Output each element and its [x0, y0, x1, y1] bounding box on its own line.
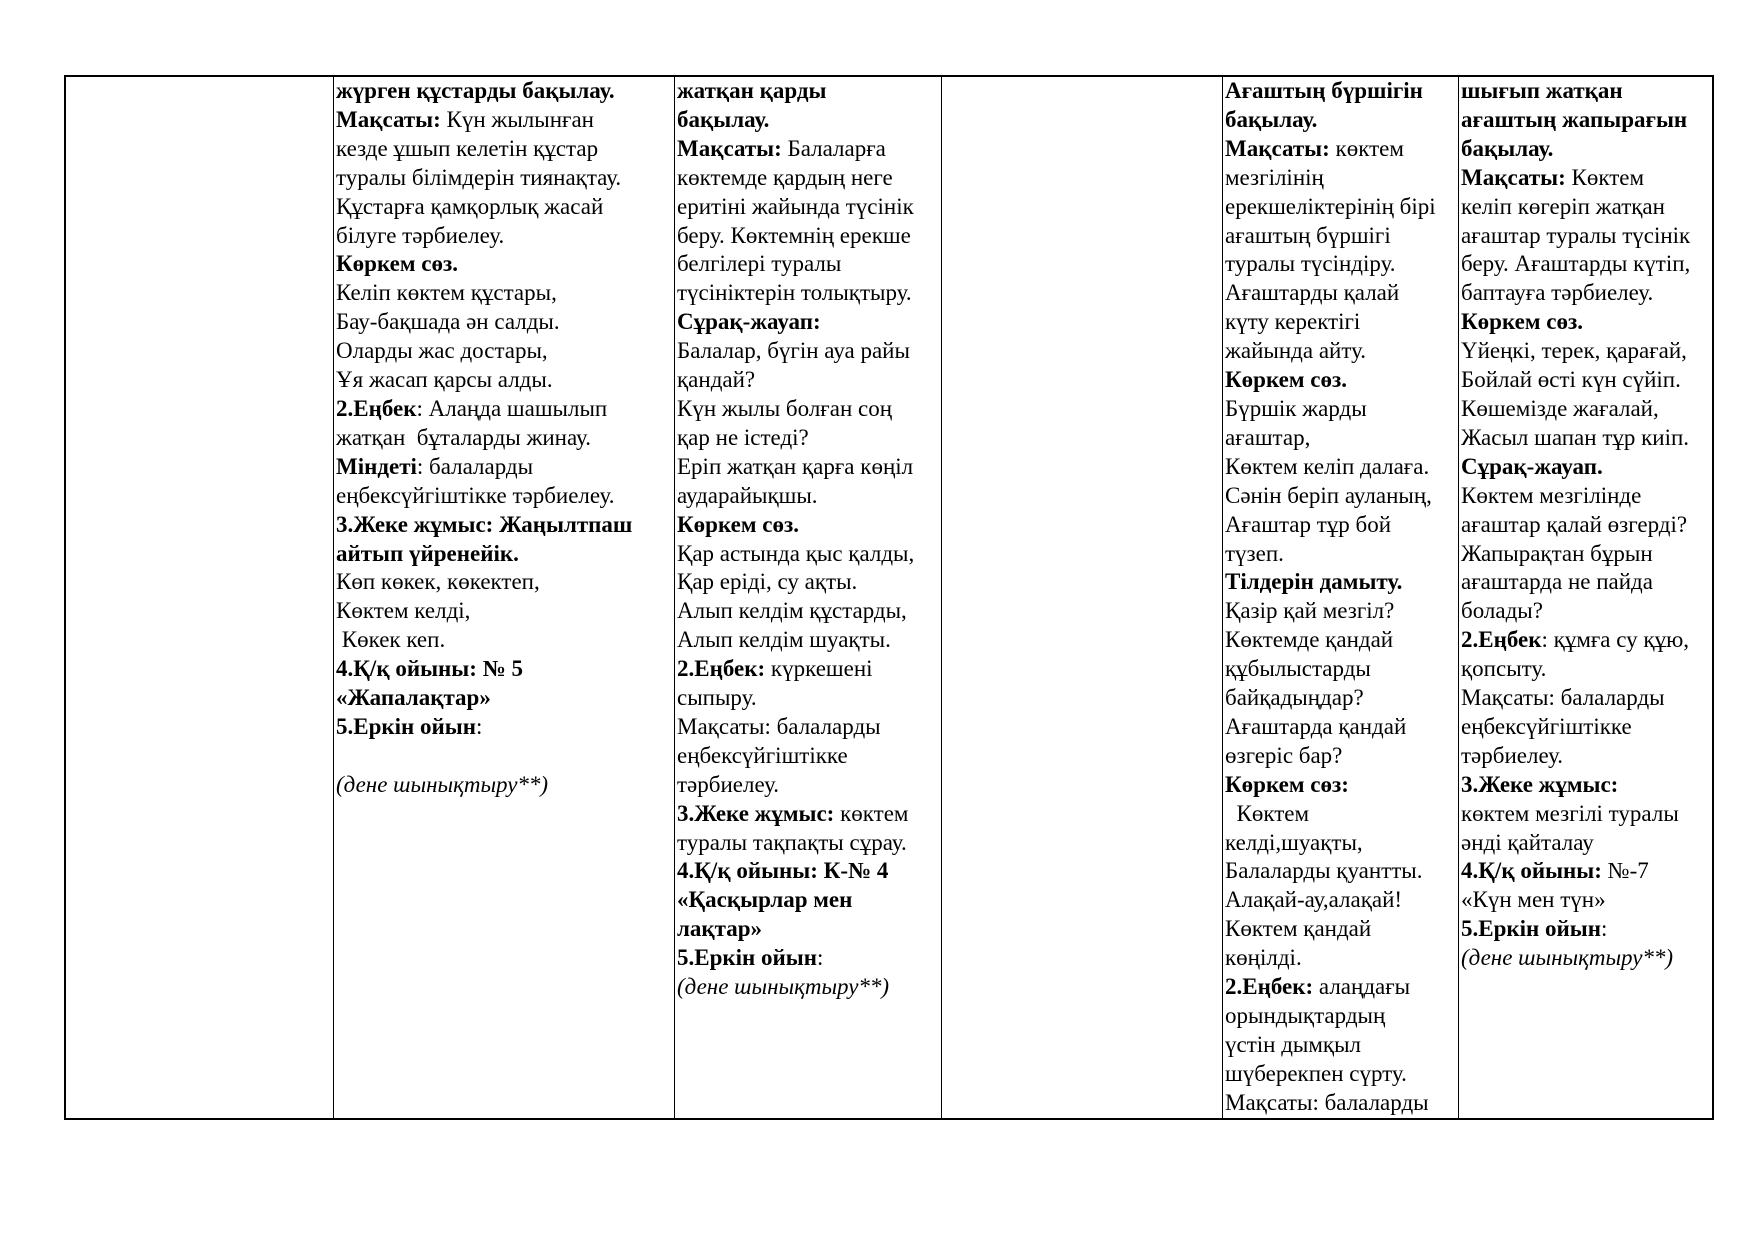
- text-line: [1461, 886, 1712, 915]
- text-line: [1461, 655, 1712, 684]
- text-line: [1461, 193, 1712, 222]
- text-run: туралы білімдерін тиянақтау.: [336, 164, 622, 190]
- text-run: Көктем: [1565, 164, 1645, 190]
- text-run: Көктем мезгілінде: [1461, 482, 1642, 508]
- text-run: еңбексүйгіштікке: [677, 742, 848, 768]
- text-run: тәрбиелеу.: [677, 771, 780, 797]
- text-run: келді,шуақты,: [1225, 829, 1363, 855]
- text-line: [1461, 222, 1712, 251]
- text-line: [336, 164, 674, 193]
- text-run: Жапырақтан бұрын: [1461, 540, 1653, 566]
- text-line: [1225, 1031, 1458, 1060]
- italic-text: (дене шынықтыру**): [677, 974, 890, 1000]
- text-line: [336, 366, 674, 395]
- bold-text: Тілдерін дамыту.: [1225, 569, 1403, 595]
- text-line: [1225, 568, 1458, 597]
- text-run: :: [476, 713, 483, 739]
- text-line: [1461, 106, 1712, 135]
- text-run: үстін дымқыл: [1225, 1031, 1362, 1057]
- bold-text: Көркем сөз.: [1461, 309, 1583, 335]
- text-run: күркешені: [765, 656, 873, 682]
- text-run: беру. Ағаштарды күтіп,: [1461, 251, 1691, 277]
- text-line: [677, 135, 941, 164]
- text-line: [677, 655, 941, 684]
- text-line: [1461, 250, 1712, 279]
- text-run: Оларды жас достары,: [336, 338, 548, 364]
- bold-text: Мақсаты:: [1225, 135, 1330, 161]
- text-line: [1461, 944, 1712, 973]
- italic-text: (дене шынықтыру**): [1461, 945, 1674, 971]
- bold-text: 4.Қ/қ ойыны:: [1461, 858, 1602, 884]
- text-line: [1225, 829, 1458, 858]
- bold-text: ағаштың жапырағын: [1461, 106, 1688, 132]
- text-line: [1225, 626, 1458, 655]
- text-run: ағаштар туралы түсінік: [1461, 222, 1691, 248]
- text-line: [336, 308, 674, 337]
- text-run: жайында айту.: [1225, 338, 1367, 364]
- text-line: [677, 222, 941, 251]
- text-run: Бау-бақшада ән салды.: [336, 309, 560, 335]
- text-line: [1225, 135, 1458, 164]
- text-line: [336, 742, 674, 771]
- text-run: туралы түсіндіру.: [1225, 251, 1396, 277]
- text-run: Көктем келді,: [336, 598, 471, 624]
- text-line: [1225, 742, 1458, 771]
- text-line: [336, 482, 674, 511]
- text-run: «Күн мен түн»: [1461, 887, 1606, 913]
- text-line: [1225, 915, 1458, 944]
- bold-text: 4.Қ/қ ойыны: № 5: [336, 656, 524, 682]
- text-run: Күн жылынған: [440, 106, 594, 132]
- text-run: Көшемізде жағалай,: [1461, 395, 1659, 421]
- text-line: [336, 626, 674, 655]
- text-line: [336, 540, 674, 569]
- text-line: [1461, 713, 1712, 742]
- text-line: [1225, 655, 1458, 684]
- text-line: [336, 424, 674, 453]
- text-run: :: [817, 945, 824, 971]
- text-line: [1461, 366, 1712, 395]
- text-line: [1461, 540, 1712, 569]
- text-run: келіп көгеріп жатқан: [1461, 193, 1665, 219]
- bold-text: Ағаштың бүршігін: [1225, 78, 1423, 103]
- text-line: [336, 568, 674, 597]
- bold-text: 2.Еңбек:: [677, 656, 766, 682]
- text-line: [677, 337, 941, 366]
- bold-text: Көркем сөз:: [1225, 771, 1349, 797]
- text-run: Көктем қандай: [1225, 916, 1372, 942]
- text-line: [1461, 511, 1712, 540]
- text-line: [1225, 511, 1458, 540]
- text-run: сыпыру.: [677, 685, 757, 711]
- text-run: қопсыту.: [1461, 656, 1547, 682]
- text-line: [677, 193, 941, 222]
- bold-text: Сұрақ-жауап.: [1461, 453, 1603, 479]
- text-line: [1461, 568, 1712, 597]
- text-line: [677, 366, 941, 395]
- text-line: [336, 395, 674, 424]
- text-run: Еріп жатқан қарға көңіл: [677, 453, 914, 479]
- text-line: [1461, 77, 1712, 106]
- text-run: Келіп көктем құстары,: [336, 280, 557, 306]
- text-line: [1461, 915, 1712, 944]
- text-line: [677, 857, 941, 886]
- text-line: [677, 308, 941, 337]
- bold-text: бақылау.: [1225, 106, 1318, 132]
- text-run: көктем: [834, 800, 909, 826]
- text-run: көктем: [1329, 135, 1404, 161]
- bold-text: 3.Жеке жұмыс:: [1461, 771, 1619, 797]
- text-run: : балаларды: [416, 453, 534, 479]
- text-run: көктем мезгілі туралы: [1461, 800, 1679, 826]
- text-run: Күн жылы болған соң: [677, 395, 893, 421]
- text-run: аударайықшы.: [677, 482, 818, 508]
- text-run: құбылыстарды: [1225, 656, 1371, 682]
- text-run: болады?: [1461, 598, 1543, 624]
- bold-text: 2.Еңбек: [336, 395, 417, 421]
- text-line: [336, 279, 674, 308]
- table-cell-col4: [942, 77, 1223, 1118]
- text-run: Мақсаты: балаларды: [1461, 685, 1665, 711]
- text-line: [1225, 164, 1458, 193]
- text-line: [1225, 250, 1458, 279]
- text-line: [1225, 857, 1458, 886]
- text-run: ағаштарда не пайда: [1461, 569, 1653, 595]
- bold-text: Мақсаты:: [677, 135, 782, 161]
- text-line: [336, 655, 674, 684]
- text-run: Қар еріді, су ақты.: [677, 569, 858, 595]
- table-cell-col6: [1459, 77, 1712, 1118]
- text-run: еритіні жайында түсінік: [677, 193, 914, 219]
- text-line: [1225, 1089, 1458, 1118]
- text-run: түсініктерін толықтыру.: [677, 280, 912, 306]
- text-line: [677, 77, 941, 106]
- bold-text: Міндеті: [336, 453, 417, 479]
- text-line: [1461, 800, 1712, 829]
- text-line: [336, 222, 674, 251]
- bold-text: Сұрақ-жауап:: [677, 309, 821, 335]
- text-run: Қазір қай мезгіл?: [1225, 598, 1395, 624]
- text-run: қандай?: [677, 367, 756, 393]
- text-line: [336, 106, 674, 135]
- bold-text: бақылау.: [1461, 135, 1554, 161]
- text-line: [1225, 424, 1458, 453]
- text-run: : Алаңда шашылып: [416, 395, 608, 421]
- table-cell-col2: [334, 77, 675, 1118]
- bold-text: Көркем сөз.: [1225, 367, 1347, 393]
- text-run: күту керектігі: [1225, 309, 1361, 335]
- text-line: [677, 886, 941, 915]
- text-run: Ағаштарда қандай: [1225, 713, 1407, 739]
- text-line: [1225, 771, 1458, 800]
- text-line: [677, 250, 941, 279]
- table-cell-col5: [1223, 77, 1459, 1118]
- text-run: Алақай-ау,алақай!: [1225, 887, 1403, 913]
- text-line: [677, 684, 941, 713]
- text-run: мезгілінің: [1225, 164, 1324, 190]
- text-line: [1225, 308, 1458, 337]
- text-line: [1461, 857, 1712, 886]
- text-run: Көктем келіп далаға.: [1225, 453, 1430, 479]
- text-line: [1225, 366, 1458, 395]
- bold-text: 2.Еңбек: [1461, 627, 1542, 653]
- text-line: [1225, 337, 1458, 366]
- text-run: Алып келдім құстарды,: [677, 598, 907, 624]
- bold-text: айтып үйренейік.: [336, 540, 519, 566]
- text-line: [677, 597, 941, 626]
- text-run: Ағаштар тұр бой: [1225, 511, 1392, 537]
- bold-text: Көркем сөз.: [336, 251, 458, 277]
- text-line: [336, 713, 674, 742]
- text-run: шүберекпен сүрту.: [1225, 1060, 1407, 1086]
- bold-text: «Қасқырлар мен: [677, 887, 853, 913]
- text-line: [1225, 395, 1458, 424]
- plan-table: [64, 75, 1714, 1120]
- text-line: [1461, 135, 1712, 164]
- text-line: [1225, 222, 1458, 251]
- text-run: ағаштың бүршігі: [1225, 222, 1391, 248]
- text-run: Бүршік жарды: [1225, 395, 1367, 421]
- text-line: [677, 973, 941, 1002]
- text-run: туралы тақпақты сұрау.: [677, 829, 907, 855]
- text-line: [1225, 944, 1458, 973]
- text-line: [677, 511, 941, 540]
- text-run: Көктемде қандай: [1225, 627, 1394, 653]
- text-run: тәрбиелеу.: [1461, 742, 1564, 768]
- text-line: [1461, 395, 1712, 424]
- text-line: [1225, 106, 1458, 135]
- bold-text: 2.Еңбек:: [1225, 974, 1314, 1000]
- bold-text: «Жапалақтар»: [336, 685, 491, 711]
- text-line: [1225, 597, 1458, 626]
- text-line: [336, 597, 674, 626]
- text-line: [336, 453, 674, 482]
- text-run: беру. Көктемнің ерекше: [677, 222, 911, 248]
- text-line: [1225, 453, 1458, 482]
- text-run: : құмға су құю,: [1541, 627, 1690, 653]
- text-line: [677, 453, 941, 482]
- text-line: [677, 482, 941, 511]
- text-line: [1461, 482, 1712, 511]
- bold-text: Мақсаты:: [336, 106, 441, 132]
- text-line: [1225, 886, 1458, 915]
- text-line: [336, 77, 674, 106]
- text-run: еңбексүйгіштікке: [1461, 713, 1632, 739]
- text-run: ағаштар қалай өзгерді?: [1461, 511, 1688, 537]
- text-line: [677, 395, 941, 424]
- text-line: [1225, 1060, 1458, 1089]
- text-line: [677, 626, 941, 655]
- text-line: [677, 424, 941, 453]
- text-run: Қар астында қыс қалды,: [677, 540, 915, 566]
- text-run: түзеп.: [1225, 540, 1284, 566]
- text-run: білуге тәрбиелеу.: [336, 222, 505, 248]
- text-line: [1225, 193, 1458, 222]
- text-line: [1225, 77, 1458, 106]
- text-run: Мақсаты: балаларды: [1225, 1089, 1429, 1115]
- text-line: [1225, 279, 1458, 308]
- text-run: алаңдағы: [1313, 974, 1411, 1000]
- text-run: байқадыңдар?: [1225, 685, 1364, 711]
- text-line: [1225, 800, 1458, 829]
- bold-text: 4.Қ/қ ойыны: К-№ 4: [677, 858, 889, 884]
- text-run: көңілді.: [1225, 945, 1302, 971]
- text-line: [1225, 540, 1458, 569]
- bold-text: 5.Еркін ойын: [336, 713, 476, 739]
- text-line: [1461, 742, 1712, 771]
- text-line: [677, 742, 941, 771]
- text-run: Мақсаты: балаларды: [677, 713, 881, 739]
- text-line: [1225, 1002, 1458, 1031]
- text-run: қар не істеді?: [677, 424, 809, 450]
- text-line: [677, 568, 941, 597]
- text-run: орындықтардың: [1225, 1003, 1386, 1028]
- text-run: Балаларды қуантты.: [1225, 858, 1423, 884]
- text-line: [1461, 684, 1712, 713]
- text-line: [677, 944, 941, 973]
- text-line: [336, 511, 674, 540]
- text-line: [677, 915, 941, 944]
- bold-text: 5.Еркін ойын: [1461, 916, 1601, 942]
- text-run: Балаларға: [781, 135, 886, 161]
- table-cell-col3: [675, 77, 942, 1118]
- text-line: [1461, 164, 1712, 193]
- text-run: Көктем: [1225, 800, 1310, 826]
- bold-text: бақылау.: [677, 106, 770, 132]
- text-run: №-7: [1601, 858, 1649, 884]
- text-run: жатқан бұталарды жинау.: [336, 424, 591, 450]
- text-line: [677, 164, 941, 193]
- text-run: Бойлай өсті күн сүйіп.: [1461, 367, 1681, 393]
- bold-text: 3.Жеке жұмыс: Жаңылтпаш: [336, 511, 633, 537]
- text-line: [1225, 482, 1458, 511]
- text-run: Құстарға қамқорлық жасай: [336, 193, 604, 219]
- text-run: ерекшеліктерінің бірі: [1225, 193, 1436, 219]
- text-line: [336, 193, 674, 222]
- text-line: [1461, 337, 1712, 366]
- bold-text: 3.Жеке жұмыс:: [677, 800, 835, 826]
- italic-text: (дене шынықтыру**): [336, 771, 549, 797]
- text-line: [336, 135, 674, 164]
- text-run: ағаштар,: [1225, 424, 1311, 450]
- text-line: [1461, 279, 1712, 308]
- text-run: Ұя жасап қарсы алды.: [336, 367, 553, 393]
- text-run: кезде ұшып келетін құстар: [336, 135, 599, 161]
- text-line: [1225, 684, 1458, 713]
- text-line: [677, 106, 941, 135]
- text-run: өзгеріс бар?: [1225, 742, 1343, 768]
- text-line: [677, 771, 941, 800]
- text-line: [336, 771, 674, 800]
- bold-text: лақтар»: [677, 916, 763, 942]
- text-line: [1225, 713, 1458, 742]
- bold-text: шығып жатқан: [1461, 78, 1623, 103]
- text-line: [677, 279, 941, 308]
- text-run: :: [1601, 916, 1608, 942]
- text-run: белгілері туралы: [677, 251, 842, 277]
- text-line: [677, 829, 941, 858]
- text-line: [677, 713, 941, 742]
- text-run: Жасыл шапан тұр киіп.: [1461, 424, 1690, 450]
- text-line: [336, 684, 674, 713]
- text-line: [677, 540, 941, 569]
- text-run: баптауға тәрбиелеу.: [1461, 280, 1654, 306]
- text-run: еңбексүйгіштікке тәрбиелеу.: [336, 482, 615, 508]
- text-line: [1461, 597, 1712, 626]
- bold-text: Мақсаты:: [1461, 164, 1566, 190]
- bold-text: жүрген құстарды бақылау.: [336, 78, 615, 103]
- bold-text: 5.Еркін ойын: [677, 945, 817, 971]
- text-run: Көп көкек, көкектеп,: [336, 569, 540, 595]
- text-run: Алып келдім шуақты.: [677, 627, 891, 653]
- text-run: Көкек кеп.: [336, 627, 446, 653]
- table-cell-col1: [66, 77, 334, 1118]
- text-line: [1461, 424, 1712, 453]
- text-line: [1461, 308, 1712, 337]
- text-line: [677, 800, 941, 829]
- text-run: Балалар, бүгін ауа райы: [677, 338, 910, 364]
- text-line: [1461, 453, 1712, 482]
- text-run: Ағаштарды қалай: [1225, 280, 1400, 306]
- text-run: көктемде қардың неге: [677, 164, 893, 190]
- text-line: [1461, 771, 1712, 800]
- text-line: [1461, 829, 1712, 858]
- bold-text: Көркем сөз.: [677, 511, 799, 537]
- text-run: әнді қайталау: [1461, 829, 1594, 855]
- text-run: Сәнін беріп ауланың,: [1225, 482, 1432, 508]
- text-line: [336, 250, 674, 279]
- text-line: [1461, 626, 1712, 655]
- bold-text: жатқан қарды: [677, 78, 827, 103]
- text-line: [336, 337, 674, 366]
- text-line: [1225, 973, 1458, 1002]
- text-run: Үйеңкі, терек, қарағай,: [1461, 338, 1687, 364]
